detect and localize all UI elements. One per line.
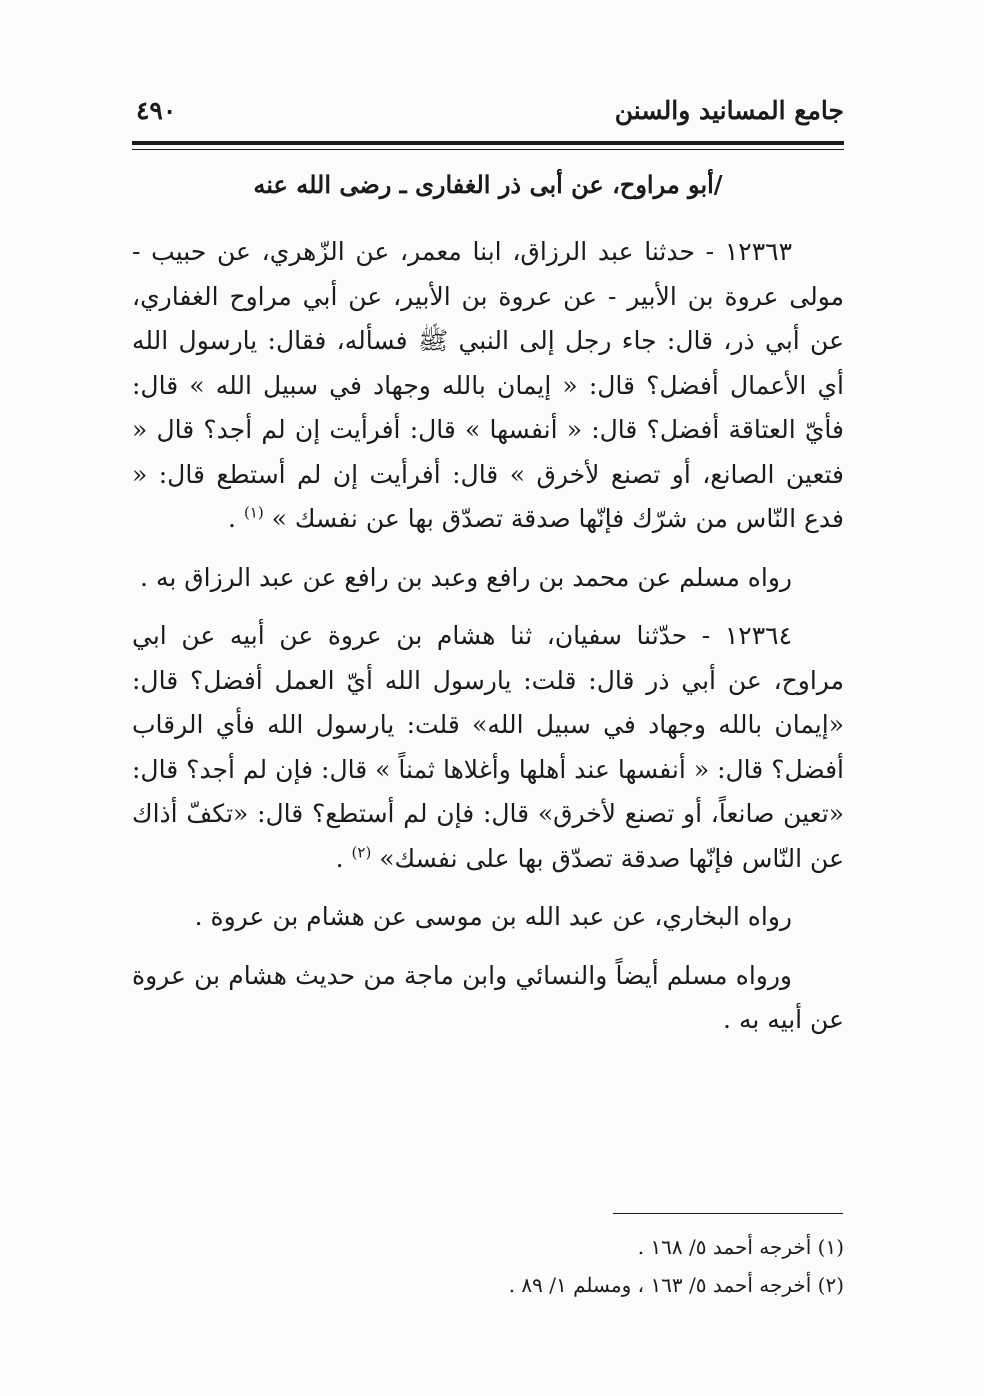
footnote-ref: (٢) bbox=[351, 843, 372, 862]
section-heading: /أبو مراوح، عن أبى ذر الغفارى ـ رضى الله عنه bbox=[253, 170, 723, 199]
hadith-text: ١٢٣٦٤ - حدّثنا سفيان، ثنا هشام بن عروة عن أبيه عن ابي مراوح، عن أبي ذر قال: قلت: يارسول الله أيّ العمل أفضل؟ قال: «إيمان بالله وجهاد في سبيل الله» قلت: يارسول الله فأي الرقاب أفضل؟ قال: « أنفسها عند أهلها وأغلاها ثمناً » قال: فإن لم أجد؟ قال: «تعين صانعاً، أو تصنع لأخرق» قال: فإن لم أستطع؟ قال: «تكفّ أذاك عن النّاس فإنّها صدقة تصدّق بها على نفسك» bbox=[132, 621, 844, 873]
footnote-ref: (١) bbox=[243, 503, 264, 522]
narration-text: رواه مسلم عن محمد بن رافع وعبد بن رافع عن عبد الرزاق به . bbox=[140, 562, 792, 592]
hadith-12363: ١٢٣٦٣ - حدثنا عبد الرزاق، ابنا معمر، عن الزّهري، عن حبيب - مولى عروة بن الأبير - عن عروة بن الأبير، عن أبي مراوح الغفاري، عن أبي ذر، قال: جاء رجل إلى النبي ﷺ فسأله، فقال: يارسول الله أي الأعمال أفضل؟ قال: « إيمان بالله وجهاد في سبيل الله » قال: فأيّ العتاقة أفضل؟ قال: « أنفسها » قال: أفرأيت إن لم أجد؟ قال « فتعين الصانع، أو تصنع لأخرق » قال: أفرأيت إن لم أستطع قال: « فدع النّاس من شرّك فإنّها صدقة تصدّق بها عن نفسك » $^{(١)}$ . bbox=[132, 237, 844, 533]
footnote-separator bbox=[613, 1213, 843, 1214]
narration-note bbox=[132, 556, 844, 601]
footnote-item: (٢) أخرجه أحمد ٥/ ١٦٣ ، ومسلم ١/ ٨٩ . bbox=[508, 1273, 844, 1297]
narration-text: رواه البخاري، عن عبد الله بن موسى عن هشام بن عروة . bbox=[194, 902, 792, 931]
page-header bbox=[132, 88, 844, 136]
narration-note bbox=[132, 954, 844, 1043]
narration-note bbox=[132, 895, 844, 940]
footnotes bbox=[132, 1228, 844, 1304]
footnote-item: (١) أخرجه أحمد ٥/ ١٦٨ . bbox=[637, 1235, 844, 1259]
hadith-text: ١٢٣٦٣ - حدثنا عبد الرزاق، ابنا معمر، عن الزّهري، عن حبيب - مولى عروة بن الأبير - عن عروة بن الأبير، عن أبي مراوح الغفاري، عن أبي ذر، قال: جاء رجل إلى النبي ﷺ فسأله، فقال: يارسول الله أي الأعمال أفضل؟ قال: « إيمان بالله وجهاد في سبيل الله » قال: فأيّ العتاقة أفضل؟ قال: « أنفسها » قال: أفرأيت إن لم أجد؟ قال « فتعين الصانع، أو تصنع لأخرق » قال: أفرأيت إن لم أستطع قال: « فدع النّاس من شرّك فإنّها صدقة تصدّق بها عن نفسك » bbox=[132, 237, 844, 533]
main-text bbox=[132, 230, 844, 1043]
narration-text: ورواه مسلم أيضاً والنسائي وابن ماجة من حديث هشام بن عروة عن أبيه به . bbox=[132, 960, 844, 1034]
running-title: جامع المسانيد والسنن bbox=[614, 96, 844, 125]
header-rule-thin bbox=[132, 149, 844, 150]
page-number: ٤٩٠ bbox=[136, 96, 177, 125]
hadith-12364: ١٢٣٦٤ - حدّثنا سفيان، ثنا هشام بن عروة عن أبيه عن ابي مراوح، عن أبي ذر قال: قلت: يارسول الله أيّ العمل أفضل؟ قال: «إيمان بالله وجهاد في سبيل الله» قلت: يارسول الله فأي الرقاب أفضل؟ قال: « أنفسها عند أهلها وأغلاها ثمناً » قال: فإن لم أجد؟ قال: «تعين صانعاً، أو تصنع لأخرق» قال: فإن لم أستطع؟ قال: «تكفّ أذاك عن النّاس فإنّها صدقة تصدّق بها على نفسك» $^{(٢)}$ . bbox=[132, 621, 844, 873]
header-rule bbox=[132, 141, 844, 145]
